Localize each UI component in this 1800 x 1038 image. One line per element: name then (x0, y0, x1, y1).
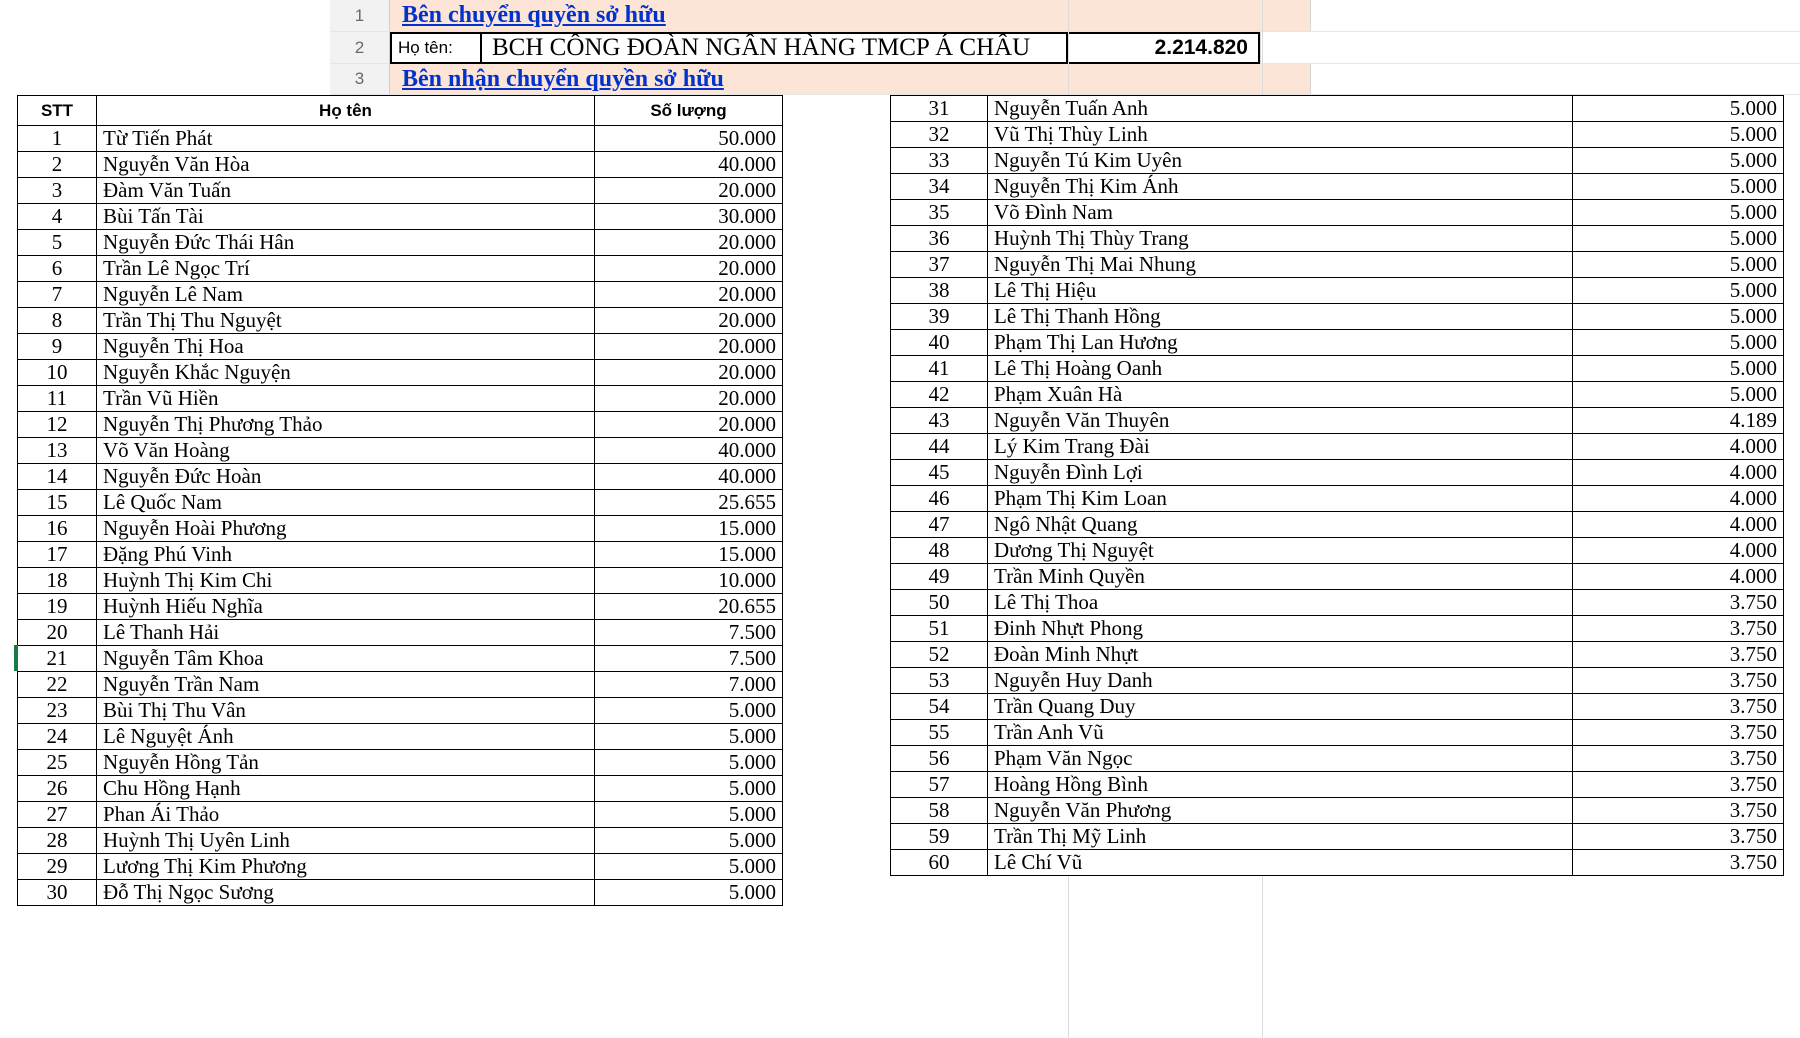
cell-stt[interactable]: 57 (891, 772, 988, 798)
cell-quantity[interactable]: 3.750 (1573, 798, 1784, 824)
cell-stt[interactable]: 16 (18, 516, 97, 542)
cell-name[interactable]: Võ Đình Nam (988, 200, 1573, 226)
table-row[interactable] (891, 148, 1784, 174)
table-row[interactable] (18, 646, 783, 672)
cell-stt[interactable]: 2 (18, 152, 97, 178)
cell-stt[interactable]: 35 (891, 200, 988, 226)
cell-quantity[interactable]: 20.000 (595, 412, 783, 438)
cell-quantity[interactable]: 3.750 (1573, 824, 1784, 850)
cell-stt[interactable]: 13 (18, 438, 97, 464)
cell-stt[interactable]: 49 (891, 564, 988, 590)
table-row[interactable] (891, 122, 1784, 148)
cell-stt[interactable]: 8 (18, 308, 97, 334)
table-row[interactable] (891, 564, 1784, 590)
cell-quantity[interactable]: 5.000 (595, 828, 783, 854)
table-row[interactable] (18, 386, 783, 412)
cell-stt[interactable]: 24 (18, 724, 97, 750)
cell-name[interactable]: Bùi Tấn Tài (97, 204, 595, 230)
cell-name[interactable]: Huỳnh Thị Uyên Linh (97, 828, 595, 854)
cell-name[interactable]: Nguyễn Văn Thuyên (988, 408, 1573, 434)
cell-quantity[interactable]: 3.750 (1573, 668, 1784, 694)
cell-quantity[interactable]: 3.750 (1573, 590, 1784, 616)
cell-name[interactable]: Ngô Nhật Quang (988, 512, 1573, 538)
cell-name[interactable]: Trần Lê Ngọc Trí (97, 256, 595, 282)
cell-name[interactable]: Phạm Văn Ngọc (988, 746, 1573, 772)
cell-stt[interactable]: 45 (891, 460, 988, 486)
header-row-2 (0, 32, 1800, 64)
table-row[interactable] (891, 746, 1784, 772)
cell-stt[interactable]: 20 (18, 620, 97, 646)
cell-stt[interactable]: 43 (891, 408, 988, 434)
cell-quantity[interactable]: 5.000 (1573, 174, 1784, 200)
cell-name[interactable]: Huỳnh Hiếu Nghĩa (97, 594, 595, 620)
cell-name[interactable]: Đàm Văn Tuấn (97, 178, 595, 204)
cell-quantity[interactable]: 4.000 (1573, 486, 1784, 512)
cell-name[interactable]: Nguyễn Thị Mai Nhung (988, 252, 1573, 278)
cell-name[interactable]: Từ Tiến Phát (97, 126, 595, 152)
cell-quantity[interactable]: 5.000 (595, 880, 783, 906)
cell-quantity[interactable]: 4.000 (1573, 434, 1784, 460)
cell-stt[interactable]: 5 (18, 230, 97, 256)
cell-name[interactable]: Trần Vũ Hiền (97, 386, 595, 412)
table-row[interactable] (891, 278, 1784, 304)
cell-quantity[interactable]: 5.000 (1573, 278, 1784, 304)
cell-name[interactable]: Nguyễn Tú Kim Uyên (988, 148, 1573, 174)
cell-stt[interactable]: 60 (891, 850, 988, 876)
cell-quantity[interactable]: 3.750 (1573, 616, 1784, 642)
cell-name[interactable]: Nguyễn Văn Phương (988, 798, 1573, 824)
cell-name[interactable]: Nguyễn Đình Lợi (988, 460, 1573, 486)
cell-quantity[interactable]: 20.655 (595, 594, 783, 620)
cell-quantity[interactable]: 3.750 (1573, 642, 1784, 668)
cell-stt[interactable]: 55 (891, 720, 988, 746)
cell-stt[interactable]: 1 (18, 126, 97, 152)
cell-quantity[interactable]: 20.000 (595, 282, 783, 308)
table-row[interactable] (891, 642, 1784, 668)
cell-stt[interactable]: 12 (18, 412, 97, 438)
cell-name[interactable]: Nguyễn Đức Thái Hân (97, 230, 595, 256)
cell-quantity[interactable]: 15.000 (595, 542, 783, 568)
cell-quantity[interactable]: 3.750 (1573, 694, 1784, 720)
cell-stt[interactable]: 42 (891, 382, 988, 408)
transferor-section-title: Bên chuyển quyền sở hữu (402, 2, 666, 28)
cell-quantity[interactable]: 3.750 (1573, 772, 1784, 798)
cell-quantity[interactable]: 25.655 (595, 490, 783, 516)
cell-name[interactable]: Lê Nguyệt Ánh (97, 724, 595, 750)
table-row[interactable] (891, 850, 1784, 876)
table-row[interactable] (18, 412, 783, 438)
cell-quantity[interactable]: 7.500 (595, 646, 783, 672)
table-row[interactable] (891, 486, 1784, 512)
table-row[interactable] (891, 720, 1784, 746)
cell-stt[interactable]: 52 (891, 642, 988, 668)
transferee-section-title: Bên nhận chuyển quyền sở hữu (402, 65, 724, 92)
table-row[interactable] (891, 824, 1784, 850)
table-row[interactable] (18, 516, 783, 542)
cell-quantity[interactable]: 4.000 (1573, 460, 1784, 486)
cell-name[interactable]: Nguyễn Hồng Tản (97, 750, 595, 776)
cell-quantity[interactable]: 5.000 (1573, 252, 1784, 278)
column-header-name[interactable]: Họ tên (97, 96, 595, 126)
cell-quantity[interactable]: 4.189 (1573, 408, 1784, 434)
cell-stt[interactable]: 28 (18, 828, 97, 854)
table-row[interactable] (891, 408, 1784, 434)
table-row[interactable] (18, 282, 783, 308)
cell-name[interactable]: Lý Kim Trang Đài (988, 434, 1573, 460)
table-row[interactable] (891, 694, 1784, 720)
table-row[interactable] (18, 672, 783, 698)
cell-stt[interactable]: 39 (891, 304, 988, 330)
table-row[interactable] (891, 200, 1784, 226)
cell-stt[interactable]: 46 (891, 486, 988, 512)
cell-quantity[interactable]: 5.000 (595, 776, 783, 802)
cell-name[interactable]: Nguyễn Thị Phương Thảo (97, 412, 595, 438)
cell-name[interactable]: Đoàn Minh Nhựt (988, 642, 1573, 668)
cell-quantity[interactable]: 5.000 (1573, 148, 1784, 174)
transferee-section-cell-tail[interactable] (1070, 64, 1310, 95)
table-row[interactable] (18, 464, 783, 490)
cell-quantity[interactable]: 20.000 (595, 178, 783, 204)
cell-name[interactable]: Nguyễn Văn Hòa (97, 152, 595, 178)
cell-name[interactable]: Trần Thị Mỹ Linh (988, 824, 1573, 850)
cell-quantity[interactable]: 3.750 (1573, 746, 1784, 772)
table-row[interactable] (18, 204, 783, 230)
cell-stt[interactable]: 38 (891, 278, 988, 304)
table-row[interactable] (891, 96, 1784, 122)
cell-quantity[interactable]: 3.750 (1573, 720, 1784, 746)
cell-quantity[interactable]: 4.000 (1573, 538, 1784, 564)
cell-name[interactable]: Đặng Phú Vinh (97, 542, 595, 568)
header-row-1 (0, 0, 1800, 32)
cell-quantity[interactable]: 40.000 (595, 152, 783, 178)
table-row[interactable] (18, 490, 783, 516)
table-row[interactable] (891, 460, 1784, 486)
table-row[interactable] (891, 356, 1784, 382)
cell-name[interactable]: Huỳnh Thị Thùy Trang (988, 226, 1573, 252)
table-row[interactable] (891, 226, 1784, 252)
table-row[interactable] (18, 828, 783, 854)
shareholder-table-left (17, 95, 783, 906)
cell-quantity[interactable]: 4.000 (1573, 512, 1784, 538)
transferor-section-cell[interactable] (390, 0, 1070, 32)
row-header-2[interactable]: 2 (330, 32, 390, 64)
cell-quantity[interactable]: 20.000 (595, 308, 783, 334)
cell-quantity[interactable]: 7.500 (595, 620, 783, 646)
row-header-3[interactable]: 3 (330, 64, 390, 95)
cell-name[interactable]: Nguyễn Thị Kim Ánh (988, 174, 1573, 200)
table-row[interactable] (891, 174, 1784, 200)
cell-name[interactable]: Nguyễn Tuấn Anh (988, 96, 1573, 122)
cell-stt[interactable]: 25 (18, 750, 97, 776)
table-row[interactable] (891, 304, 1784, 330)
cell-quantity[interactable]: 5.000 (595, 854, 783, 880)
cell-name[interactable]: Hoàng Hồng Bình (988, 772, 1573, 798)
cell-stt[interactable]: 15 (18, 490, 97, 516)
table-row[interactable] (18, 802, 783, 828)
cell-name[interactable]: Nguyễn Đức Hoàn (97, 464, 595, 490)
cell-name[interactable]: Trần Thị Thu Nguyệt (97, 308, 595, 334)
table-row[interactable] (18, 334, 783, 360)
table-row[interactable] (18, 776, 783, 802)
cell-quantity[interactable]: 20.000 (595, 256, 783, 282)
table-row[interactable] (18, 126, 783, 152)
cell-stt[interactable]: 47 (891, 512, 988, 538)
table-row[interactable] (891, 512, 1784, 538)
cell-name[interactable]: Lê Thanh Hải (97, 620, 595, 646)
cell-name[interactable]: Lê Thị Hoàng Oanh (988, 356, 1573, 382)
cell-stt[interactable]: 53 (891, 668, 988, 694)
cell-name[interactable]: Dương Thị Nguyệt (988, 538, 1573, 564)
cell-stt[interactable]: 7 (18, 282, 97, 308)
cell-name[interactable]: Nguyễn Huy Danh (988, 668, 1573, 694)
table-row[interactable] (18, 230, 783, 256)
column-header-stt[interactable]: STT (18, 96, 97, 126)
table-row[interactable] (18, 568, 783, 594)
cell-quantity[interactable]: 50.000 (595, 126, 783, 152)
cell-stt[interactable]: 31 (891, 96, 988, 122)
cell-stt[interactable]: 19 (18, 594, 97, 620)
table-row[interactable] (18, 178, 783, 204)
cell-name[interactable]: Vũ Thị Thùy Linh (988, 122, 1573, 148)
row-selection-marker (14, 645, 18, 671)
table-row[interactable] (18, 438, 783, 464)
table-row[interactable] (891, 382, 1784, 408)
cell-name[interactable]: Nguyễn Khắc Nguyện (97, 360, 595, 386)
cell-stt[interactable]: 29 (18, 854, 97, 880)
cell-quantity[interactable]: 20.000 (595, 360, 783, 386)
cell-name[interactable]: Lê Thị Hiệu (988, 278, 1573, 304)
cell-quantity[interactable]: 5.000 (1573, 226, 1784, 252)
cell-stt[interactable]: 3 (18, 178, 97, 204)
cell-quantity[interactable]: 3.750 (1573, 850, 1784, 876)
column-header-quantity[interactable]: Số lượng (595, 96, 783, 126)
transferee-section-cell[interactable] (390, 64, 1070, 95)
table-row[interactable] (18, 854, 783, 880)
cell-stt[interactable]: 44 (891, 434, 988, 460)
table-row[interactable] (18, 698, 783, 724)
cell-quantity[interactable]: 7.000 (595, 672, 783, 698)
cell-quantity[interactable]: 30.000 (595, 204, 783, 230)
transferor-amount-cell[interactable]: 2.214.820 (1068, 32, 1260, 64)
cell-quantity[interactable]: 5.000 (1573, 304, 1784, 330)
cell-name[interactable]: Nguyễn Trần Nam (97, 672, 595, 698)
cell-stt[interactable]: 48 (891, 538, 988, 564)
transferor-section-cell-tail[interactable] (1070, 0, 1310, 32)
cell-stt[interactable]: 40 (891, 330, 988, 356)
table-row[interactable] (18, 750, 783, 776)
cell-stt[interactable]: 36 (891, 226, 988, 252)
header-row-3 (0, 64, 1800, 95)
cell-name[interactable]: Lê Quốc Nam (97, 490, 595, 516)
header-row-1-empty[interactable] (1310, 0, 1800, 32)
cell-stt[interactable]: 26 (18, 776, 97, 802)
cell-quantity[interactable]: 10.000 (595, 568, 783, 594)
cell-name[interactable]: Phạm Thị Lan Hương (988, 330, 1573, 356)
table-row[interactable] (891, 330, 1784, 356)
cell-quantity[interactable]: 20.000 (595, 334, 783, 360)
name-label-cell[interactable]: Họ tên: (390, 32, 480, 64)
cell-name[interactable]: Lê Thị Thoa (988, 590, 1573, 616)
cell-name[interactable]: Đỗ Thị Ngọc Sương (97, 880, 595, 906)
cell-stt[interactable]: 32 (891, 122, 988, 148)
cell-name[interactable]: Bùi Thị Thu Vân (97, 698, 595, 724)
cell-stt[interactable]: 11 (18, 386, 97, 412)
cell-quantity[interactable]: 5.000 (1573, 356, 1784, 382)
cell-name[interactable]: Phan Ái Thảo (97, 802, 595, 828)
cell-quantity[interactable]: 40.000 (595, 438, 783, 464)
table-row[interactable] (891, 252, 1784, 278)
cell-quantity[interactable]: 5.000 (1573, 122, 1784, 148)
cell-name[interactable]: Nguyễn Thị Hoa (97, 334, 595, 360)
cell-name[interactable]: Đinh Nhựt Phong (988, 616, 1573, 642)
cell-name[interactable]: Chu Hồng Hạnh (97, 776, 595, 802)
cell-stt[interactable]: 33 (891, 148, 988, 174)
cell-stt[interactable]: 14 (18, 464, 97, 490)
table-row[interactable] (18, 308, 783, 334)
cell-name[interactable]: Phạm Xuân Hà (988, 382, 1573, 408)
cell-stt[interactable]: 41 (891, 356, 988, 382)
table-header-row (18, 96, 783, 126)
table-row[interactable] (18, 594, 783, 620)
cell-stt[interactable]: 23 (18, 698, 97, 724)
cell-name[interactable]: Lê Chí Vũ (988, 850, 1573, 876)
cell-quantity[interactable]: 5.000 (1573, 330, 1784, 356)
table-row[interactable] (18, 724, 783, 750)
header-row-3-empty[interactable] (1310, 64, 1800, 95)
cell-stt[interactable]: 22 (18, 672, 97, 698)
transferor-name-cell[interactable]: BCH CÔNG ĐOÀN NGÂN HÀNG TMCP Á CHÂU (480, 32, 1068, 64)
cell-name[interactable]: Nguyễn Hoài Phương (97, 516, 595, 542)
cell-stt[interactable]: 37 (891, 252, 988, 278)
table-row[interactable] (891, 668, 1784, 694)
cell-quantity[interactable]: 5.000 (595, 698, 783, 724)
table-row[interactable] (891, 538, 1784, 564)
cell-name[interactable]: Trần Anh Vũ (988, 720, 1573, 746)
cell-quantity[interactable]: 5.000 (1573, 382, 1784, 408)
cell-stt[interactable]: 4 (18, 204, 97, 230)
cell-quantity[interactable]: 20.000 (595, 386, 783, 412)
cell-name[interactable]: Lương Thị Kim Phương (97, 854, 595, 880)
cell-quantity[interactable]: 40.000 (595, 464, 783, 490)
table-row[interactable] (18, 360, 783, 386)
document-header (0, 0, 1800, 95)
cell-quantity[interactable]: 5.000 (595, 750, 783, 776)
cell-name[interactable]: Phạm Thị Kim Loan (988, 486, 1573, 512)
cell-name[interactable]: Nguyễn Lê Nam (97, 282, 595, 308)
cell-quantity[interactable]: 20.000 (595, 230, 783, 256)
cell-quantity[interactable]: 15.000 (595, 516, 783, 542)
row-header-1[interactable]: 1 (330, 0, 390, 32)
cell-stt[interactable]: 54 (891, 694, 988, 720)
cell-stt[interactable]: 51 (891, 616, 988, 642)
cell-stt[interactable]: 27 (18, 802, 97, 828)
table-row[interactable] (18, 152, 783, 178)
shareholder-table-right (890, 95, 1784, 876)
cell-name[interactable]: Lê Thị Thanh Hồng (988, 304, 1573, 330)
cell-stt[interactable]: 18 (18, 568, 97, 594)
cell-name[interactable]: Trần Minh Quyền (988, 564, 1573, 590)
cell-stt[interactable]: 6 (18, 256, 97, 282)
cell-name[interactable]: Nguyễn Tâm Khoa (97, 646, 595, 672)
table-row[interactable] (891, 616, 1784, 642)
cell-stt[interactable]: 9 (18, 334, 97, 360)
cell-stt[interactable]: 21 (18, 646, 97, 672)
cell-stt[interactable]: 58 (891, 798, 988, 824)
cell-quantity[interactable]: 5.000 (1573, 96, 1784, 122)
cell-stt[interactable]: 59 (891, 824, 988, 850)
cell-quantity[interactable]: 5.000 (595, 802, 783, 828)
cell-stt[interactable]: 50 (891, 590, 988, 616)
table-row[interactable] (891, 434, 1784, 460)
table-row[interactable] (18, 542, 783, 568)
cell-stt[interactable]: 30 (18, 880, 97, 906)
table-row[interactable] (891, 772, 1784, 798)
table-row[interactable] (891, 590, 1784, 616)
cell-quantity[interactable]: 4.000 (1573, 564, 1784, 590)
cell-stt[interactable]: 10 (18, 360, 97, 386)
cell-name[interactable]: Võ Văn Hoàng (97, 438, 595, 464)
cell-stt[interactable]: 17 (18, 542, 97, 568)
table-row[interactable] (891, 798, 1784, 824)
cell-quantity[interactable]: 5.000 (595, 724, 783, 750)
cell-name[interactable]: Trần Quang Duy (988, 694, 1573, 720)
table-row[interactable] (18, 620, 783, 646)
cell-stt[interactable]: 56 (891, 746, 988, 772)
cell-stt[interactable]: 34 (891, 174, 988, 200)
header-row-2-empty[interactable] (1260, 32, 1800, 64)
cell-quantity[interactable]: 5.000 (1573, 200, 1784, 226)
table-row[interactable] (18, 256, 783, 282)
table-row[interactable] (18, 880, 783, 906)
cell-name[interactable]: Huỳnh Thị Kim Chi (97, 568, 595, 594)
